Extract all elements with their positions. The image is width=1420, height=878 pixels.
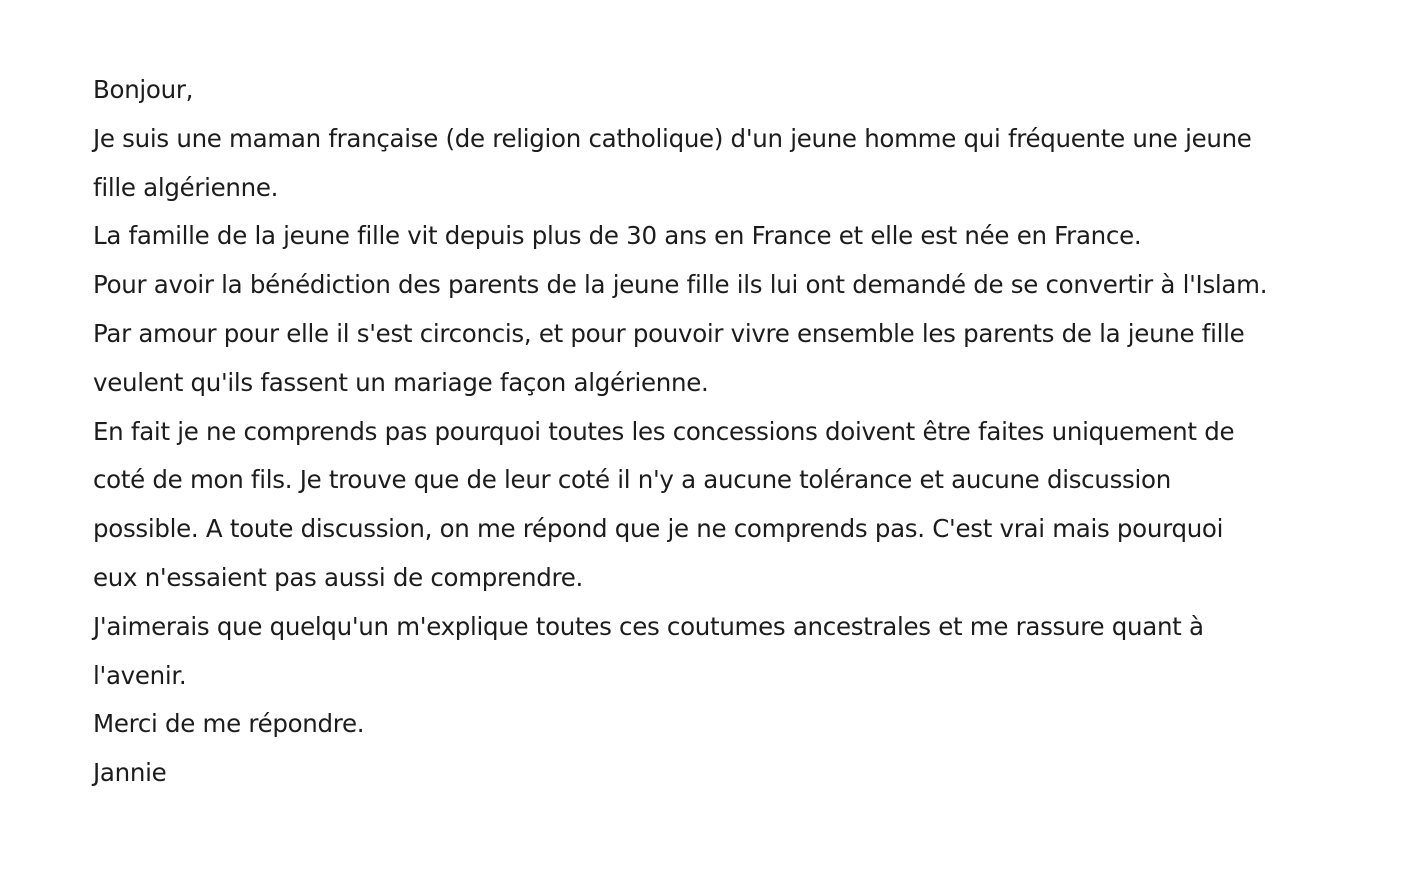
letter-line: possible. A toute discussion, on me répond que je ne comprends pas. C'est vrai mais pourquoi bbox=[93, 514, 1224, 544]
letter-line: La famille de la jeune fille vit depuis plus de 30 ans en France et elle est née en France. bbox=[93, 221, 1142, 251]
letter-line: Par amour pour elle il s'est circoncis, et pour pouvoir vivre ensemble les parents de la jeune fille bbox=[93, 318, 1245, 348]
letter-line: l'avenir. bbox=[93, 660, 187, 690]
letter-body bbox=[93, 66, 1363, 798]
closing: Merci de me répondre. bbox=[93, 709, 365, 739]
signature: Jannie bbox=[93, 758, 167, 788]
letter-line: En fait je ne comprends pas pourquoi toutes les concessions doivent être faites uniquement de bbox=[93, 416, 1235, 446]
letter-line: veulent qu'ils fassent un mariage façon algérienne. bbox=[93, 367, 709, 397]
letter-line: J'aimerais que quelqu'un m'explique toutes ces coutumes ancestrales et me rassure quant à bbox=[93, 611, 1204, 641]
letter-line: Je suis une maman française (de religion catholique) d'un jeune homme qui fréquente une jeune bbox=[93, 123, 1252, 153]
letter-line: coté de mon fils. Je trouve que de leur coté il n'y a aucune tolérance et aucune discussion bbox=[93, 465, 1171, 495]
letter-line: Pour avoir la bénédiction des parents de la jeune fille ils lui ont demandé de se convertir à l'Islam. bbox=[93, 270, 1268, 300]
letter-line: eux n'essaient pas aussi de comprendre. bbox=[93, 562, 584, 592]
greeting: Bonjour, bbox=[93, 75, 194, 104]
letter-line: fille algérienne. bbox=[93, 172, 279, 202]
